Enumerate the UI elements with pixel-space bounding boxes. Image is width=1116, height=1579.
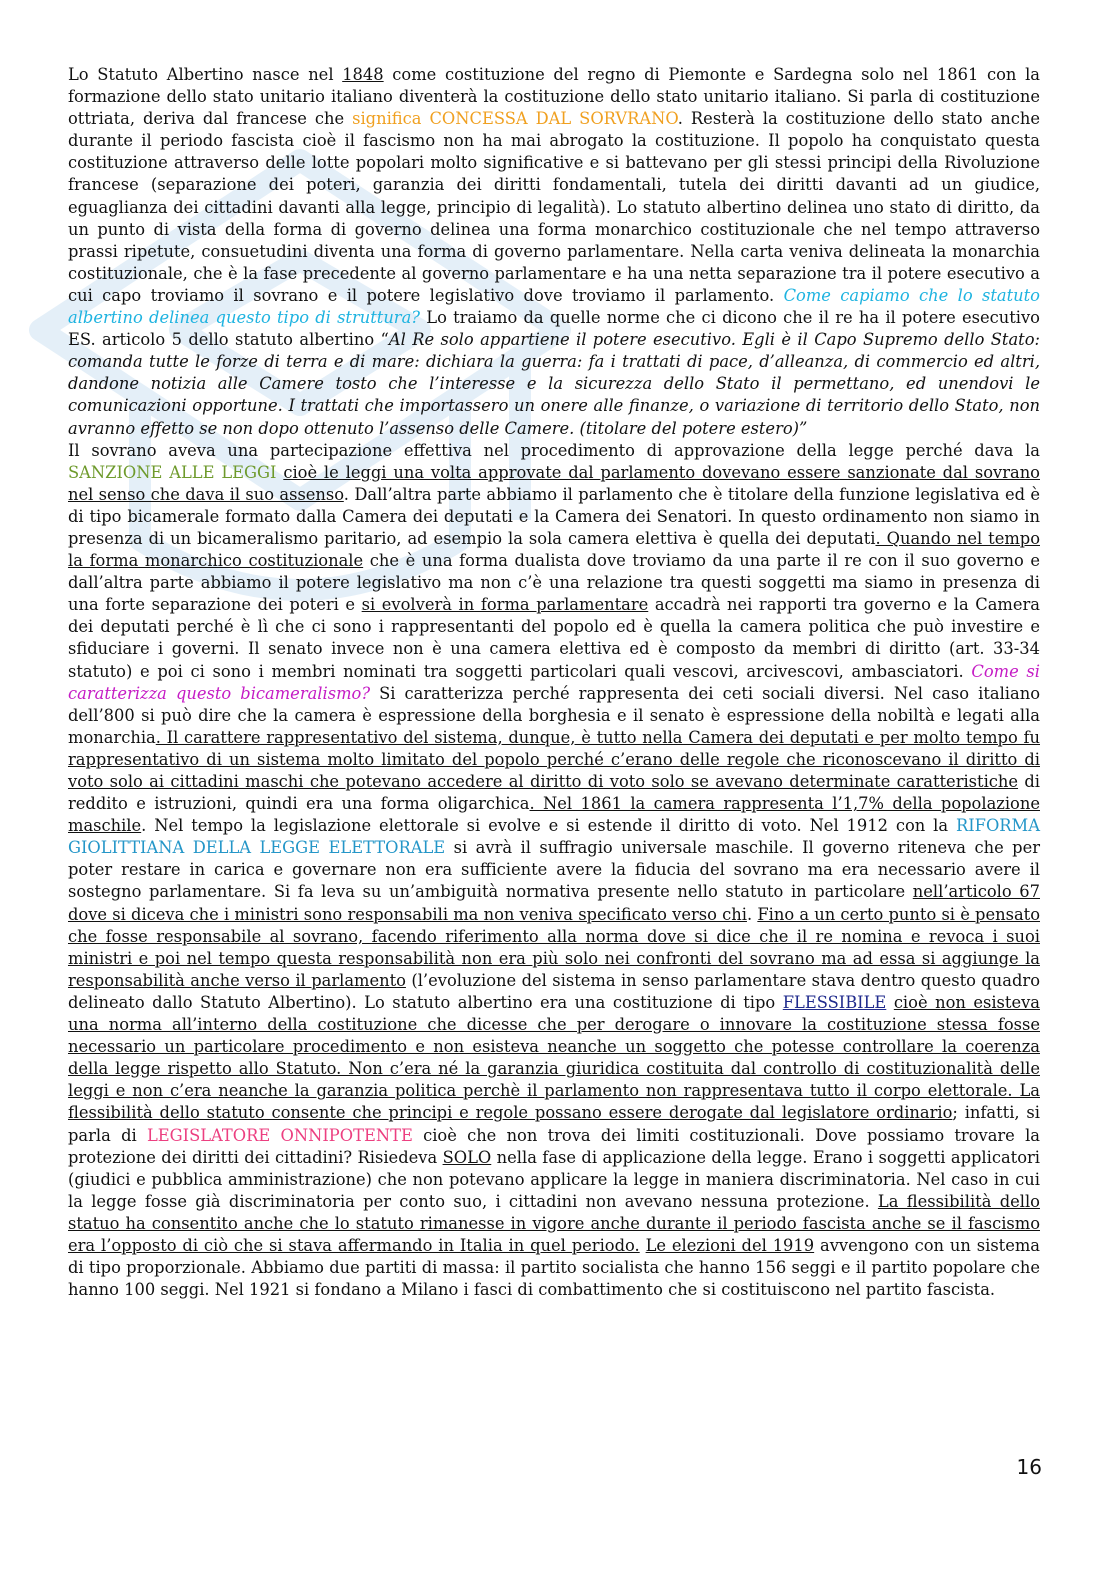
text-run: si avrà il suffragio universale maschile. Il governo riteneva che per poter restare in carica e governare non era sufficiente avere la fiducia del sovrano ma era necessario avere il sostegno parlamentare. Si fa leva su un’ambiguità normativa presente nello statuto in particolare xyxy=(68,838,1040,902)
highlight-concessa: significa CONCESSA DAL SORVRANO xyxy=(352,109,678,129)
text-run: Si caratterizza perché rappresenta dei ceti sociali diversi. Nel caso italiano dell’800 si può dire che la camera è espressione della borghesia e il senato è espressione della nobiltà e legati alla monarchia xyxy=(68,683,1040,747)
underlined-text: . Quando nel tempo la forma monarchico costituzionale xyxy=(68,528,1040,571)
text-run: . Dall’altra parte abbiamo il parlamento che è titolare della funzione legislativa ed è di tipo bicamerale formato dalla Camera dei deputati e la Camera dei Senatori. In questo ordinamento non siamo in presenza di un bicameralismo paritario, ad esempio la sola camera elettiva è quella dei deputati xyxy=(68,484,1040,548)
underlined-text: cioè le leggi una volta approvate dal parlamento dovevano essere sanzionate dal sovrano nel senso che dava il suo assenso xyxy=(68,462,1040,504)
text-run: . Nel tempo la legislazione elettorale si evolve e si estende il diritto di voto. Nel 1912 con la xyxy=(141,816,956,836)
text-run: cioè che non trova dei limiti costituzionali. Dove possiamo trovare la protezione dei diritti dei cittadini? Risiedeva xyxy=(68,1125,1040,1167)
question-struttura: Come capiamo che lo statuto albertino delinea questo tipo di struttura? xyxy=(68,285,1040,328)
underlined-text: nell’articolo 67 dove si diceva che i ministri sono responsabili ma non veniva specificato verso chi xyxy=(68,882,1040,924)
underlined-text: Fino a un certo punto si è pensato che fosse responsabile al sovrano, facendo riferimento alla norma dove si dice che il re nomina e revoca i suoi ministri e poi nel tempo questa responsabilità non era più solo nei confronti del sovrano ma ad essa si aggiunge la responsabilità anche verso il parlamento xyxy=(68,904,1040,990)
text-run: ; infatti, si parla di xyxy=(68,1103,1040,1145)
text-run: di reddito e istruzioni, quindi era una forma oligarchica xyxy=(68,772,1041,814)
year-1848: 1848 xyxy=(342,65,384,84)
underlined-text: . Il carattere rappresentativo del sistema, dunque, è tutto nella Camera dei deputati e per molto tempo fu rappresentativo di un sistema molto limitato del popolo perché c’erano delle regole che riconoscevano il diritto di voto solo ai cittadini maschi che potevano accedere al diritto di voto solo se avevano determinate caratteristiche xyxy=(68,727,1040,791)
question-bicameralismo: Come si caratterizza questo bicameralismo? xyxy=(68,661,1040,703)
text-run: accadrà nei rapporti tra governo e la Camera dei deputati perché è lì che ci sono i rappresentanti del popolo ed è quella la camera politica che può investire e sfiduciare i governi. Il senato invece non è una camera elettiva ed è composto da membri di diritto (art. 33-34 statuto) e poi ci sono i membri nominati tra soggetti particolari quali vescovi, arcivescovi, ambasciatori. xyxy=(68,595,1040,681)
text-run: (l’evoluzione del sistema in senso parlamentare stava dentro questo quadro delineato dallo Statuto Albertino). Lo statuto albertino era una costituzione di tipo xyxy=(68,970,1040,1012)
text-run xyxy=(886,993,894,1012)
text-run: come costituzione del regno di Piemonte e Sardegna solo nel 1861 con la formazione dello stato unitario italiano diventerà la costituzione dello stato unitario italiano. Si parla di costituzione ottriata, deriva dal francese che xyxy=(68,65,1040,129)
highlight-flessibile: FLESSIBILE xyxy=(782,992,887,1012)
underlined-text: . Nel 1861 la camera rappresenta l’1,7% della popolazione maschile xyxy=(68,794,1040,836)
underlined-text: La flessibilità dello statuo ha consentito anche che lo statuto rimanesse in vigore anche durante il periodo fascista anche se il fascismo era l’opposto di ciò che si stava affermando in Italia in quel periodo. xyxy=(68,1191,1040,1255)
page-number: 16 xyxy=(1016,1455,1042,1479)
text-run: avvengono con un sistema di tipo proporzionale. Abbiamo due partiti di massa: il partito socialista che hanno 156 seggi e il partito popolare che hanno 100 seggi. Nel 1921 si fondano a Milano i fasci di combattimento che si costituiscono nel partito fascista. xyxy=(68,1235,1041,1300)
text-run: Lo Statuto Albertino nasce nel xyxy=(68,65,343,84)
text-run: Il sovrano aveva una partecipazione effettiva nel procedimento di approvazione della legge perché dava la xyxy=(68,440,1040,460)
text-run: . Resterà la costituzione dello stato anche durante il periodo fascista cioè il fascismo non ha mai abrogato la costituzione. Il popolo ha conquistato questa costituzione attraverso delle lotte popolari molto significative e si battevano per gli stessi principi della Rivoluzione francese (separazione dei poteri, garanzia dei diritti fondamentali, tutela dei diritti davanti ad un giudice, eguaglianza dei cittadini davanti alla legge, principio di legalità). Lo statuto albertino delinea uno stato di diritto, da un punto di vista della forma di governo delinea una forma monarchico costituzionale che nel tempo attraverso prassi ripetute, consuetudini diventa una forma di governo parlamentare. Nella carta veniva delineata la monarchia costituzionale, che è la fase precedente al governo parlamentare e ha una netta separazione tra il potere esecutivo a cui capo troviamo il sovrano e il potere legislativo dove troviamo il parlamento. xyxy=(68,109,1040,305)
underlined-text: si evolverà in forma parlamentare xyxy=(361,595,649,615)
document-body xyxy=(68,64,1040,1301)
underlined-solo: SOLO xyxy=(442,1147,492,1167)
quote-articolo-5: Al Re solo appartiene il potere esecutivo. Egli è il Capo Supremo dello Stato: comanda tutte le forze di terra e di mare: dichiara la guerra: fa i trattati di pace, d’alleanza, di commercio ed altri, dandone notizia alle Camere tosto che l’interesse e la sicurezza dello Stato il permettano, ed unendovi le comunicazioni opportune. I trattati che importassero un onere alle finanze, o variazione di territorio dello Stato, non avranno effetto se non dopo ottenuto l’assenso delle Camere. (titolare del potere estero) xyxy=(68,330,1040,438)
paragraph-statuto-albertino xyxy=(68,64,1040,440)
text-run: . xyxy=(746,904,758,924)
highlight-legislatore-onnipotente: LEGISLATORE ONNIPOTENTE xyxy=(146,1125,413,1145)
text-run: che è una forma dualista dove troviamo da una parte il re con il suo governo e dall’altra parte abbiamo il potere legislativo ma non c’è una relazione tra questi soggetti ma siamo in presenza di una forte separazione dei poteri e xyxy=(68,551,1040,615)
paragraph-sovrano xyxy=(68,440,1040,1302)
highlight-sanzione: SANZIONE ALLE LEGGI xyxy=(68,462,277,482)
highlight-riforma-giolittiana: RIFORMA GIOLITTIANA DELLA LEGGE ELETTORALE xyxy=(68,816,1040,858)
underlined-elezioni-1919: Le elezioni del 1919 xyxy=(645,1235,815,1255)
underlined-text: cioè non esisteva una norma all’interno della costituzione che dicesse che per derogare o innovare la costituzione stessa fosse necessario un particolare procedimento e non esisteva neanche un soggetto che potesse controllare la coerenza della legge rispetto allo Statuto. Non c’era né la garanzia giuridica costituita dal controllo di costituzionalità delle leggi e non c’era neanche la garanzia politica perchè il parlamento non rappresentava tutto il corpo elettorale. La flessibilità dello statuto consente che principi e regole possano essere derogate dal legislatore ordinario xyxy=(68,992,1040,1123)
text-run: Lo traiamo da quelle norme che ci dicono che il re ha il potere esecutivo ES. articolo 5 dello statuto albertino “ xyxy=(68,308,1040,350)
text-run: nella fase di applicazione della legge. Erano i soggetti applicatori (giudici e pubblica amministrazione) che non potevano applicare la legge in maniera discriminatoria. Nel caso in cui la legge fosse già discriminatoria per conto suo, i cittadini non avevano nessuna protezione. xyxy=(68,1147,1041,1211)
text-run: ” xyxy=(799,418,808,438)
